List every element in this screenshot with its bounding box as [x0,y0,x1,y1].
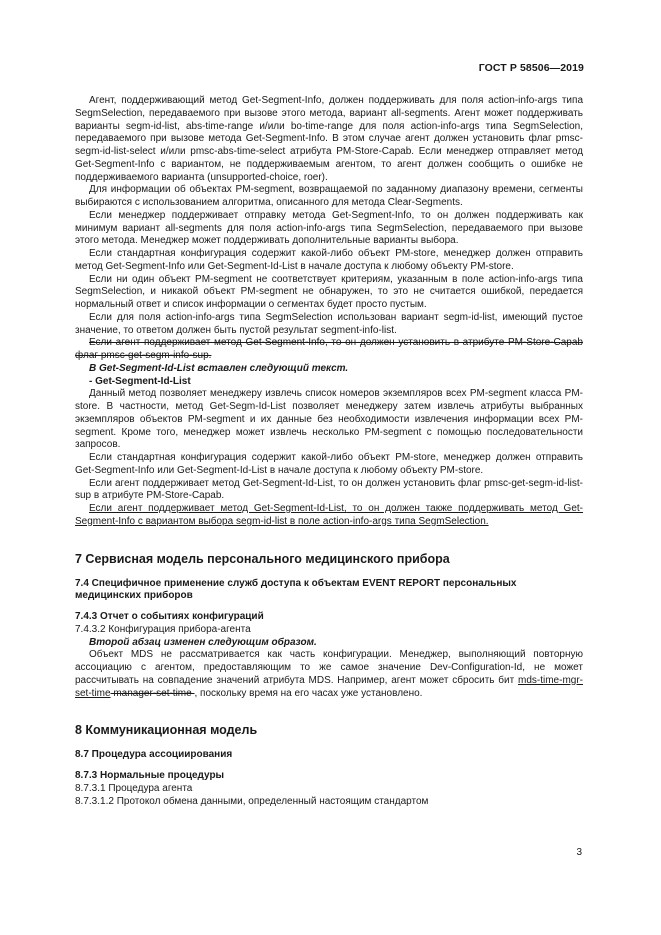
editorial-note: В Get-Segment-Id-List вставлен следующий текст. [89,362,349,374]
section-8-heading: 8 Коммуникационная модель [75,723,258,738]
amended-paragraph [75,649,583,700]
deleted-text: manager-set-time [110,687,195,699]
subsection-8-7-3-heading: 8.7.3 Нормальные процедуры [75,770,225,781]
subsection-8-7-heading: 8.7 Процедура ассоциирования [75,749,233,761]
paragraph: Если ни один объект PM-segment не соответствует критериям, указанным в поле action-info-args типа SegmSelection, и никакой объект PM-segment не обнаружен, то это не считается ошибкой, передается нормальный ответ и список информации о сегментах будет просто пустым. [75,273,583,310]
clause-8-7-3-1: 8.7.3.1 Процедура агента [75,782,193,794]
section-7-heading: 7 Сервисная модель персонального медицинского прибора [75,551,450,566]
inserted-text: то он должен также поддерживать метод Get-Segment-Info с вариантом выбора segm-id-list в поле action-info-args типа SegmSelection. [75,503,584,527]
paragraph: Если стандартная конфигурация содержит какой-либо объект PM-store, менеджер должен отправить метод Get-Segment-Info или Get-Segment-Id-List в начале доступа к любому объекту PM-store. [75,248,583,272]
paragraph: Если агент поддерживает метод Get-Segment-Id-List, то он должен установить флаг pmsc-get-segm-id-list-sup в атрибуте PM-Store-Capab. [75,477,583,502]
paragraph: Для информации об объектах PM-segment, возвращаемой по заданному диапазону времени, сегменты выбираются с использованием алгоритма, описанного для метода Clear-Segments. [75,184,583,208]
editorial-note: Второй абзац изменен следующим образом. [89,636,317,648]
deleted-paragraph: Если агент поддерживает метод Get-Segment-Info, то он должен установить в атрибуте PM-Store-Capab флаг pmsc-get-segm-info-sup. [75,337,583,361]
subsection-7-4-3-heading: 7.4.3 Отчет о событиях конфигураций [75,611,264,622]
standard-header: ГОСТ Р 58506—2019 [478,62,584,74]
paragraph: Если для поля action-info-args типа SegmSelection использован вариант segm-id-list, имеющий пустое значение, то ответом должен быть пустой результат segment-info-list. [75,311,583,336]
paragraph: Данный метод позволяет менеджеру извлечь список номеров экземпляров всех PM-segment класса PM-store. В частности, метод Get-Segm-Id-List позволяет менеджеру затем извлечь атрибуты выбранных экземпляров объектов PM-segment и их данные без необходимости извлечения информации всех PM-segment. Кроме того, менеджер может извлечь несколько PM-segment с помощью последовательности запросов. [75,388,583,451]
page-number: 3 [576,847,582,858]
paragraph: Агент, поддерживающий метод Get-Segment-Info, должен поддерживать для поля action-info-args типа SegmSelection, передаваемого при вызове этого метода, вариант all-segments. Агент может поддерживать варианты segm-id-list, abs-time-range и/или bo-time-range для поля action-info-args типа SegmSelection, передаваемого при вызове метода Get-Segment-Info. В этом случае агент должен установить флаг pmsc-segm-id-list-select и/или pmsc-abs-time-select атрибута PM-Store-Capab. Если менеджер отправляет метод Get-Segment-Info с вариантом, не поддерживаемым агентом, то агент должен сообщить о ошибке не поддерживаемого варианта (unsupported-choice, roer). [75,95,583,183]
clause-8-7-3-1-2: 8.7.3.1.2 Протокол обмена данными, определенный настоящим стандартом [75,795,429,807]
clause-7-4-3-2: 7.4.3.2 Конфигурация прибора-агента [75,623,251,635]
method-title: - Get-Segment-Id-List [89,375,191,387]
amended-paragraph [75,503,583,529]
deleted-text: Если агент поддерживает метод Get-Segment-Id-List, [89,503,347,514]
paragraph: Если менеджер поддерживает отправку метода Get-Segment-Info, то он должен поддерживать как минимум вариант all-segments для поля action-info-args типа SegmSelection, передаваемого при вызове этого метода. Менеджер может поддерживать дополнительные варианты выбора. [75,209,583,247]
paragraph: Если стандартная конфигурация содержит какой-либо объект PM-store, менеджер должен отправить Get-Segment-Info или Get-Segment-Id-List в начале доступа к любому объекту PM-store. [75,452,583,476]
document-body [75,95,583,808]
paragraph-text: Объект MDS не рассматривается как часть конфигурации. Менеджер, выполняющий повторную ассоциацию с агентом, предоставляющим то же самое значение Dev-Configuration-Id, не может рассчитывать на совпадение значений атрибута MDS. Например, агент может сбросить бит [75,649,583,686]
paragraph-text-end: , поскольку время на его часах уже установлено. [194,687,423,699]
inserted-text: mds-time-mgr-set-time [75,674,583,699]
subsection-7-4-heading: 7.4 Специфичное применение служб доступа к объектам EVENT REPORT персональных медицинских приборов [75,577,517,602]
